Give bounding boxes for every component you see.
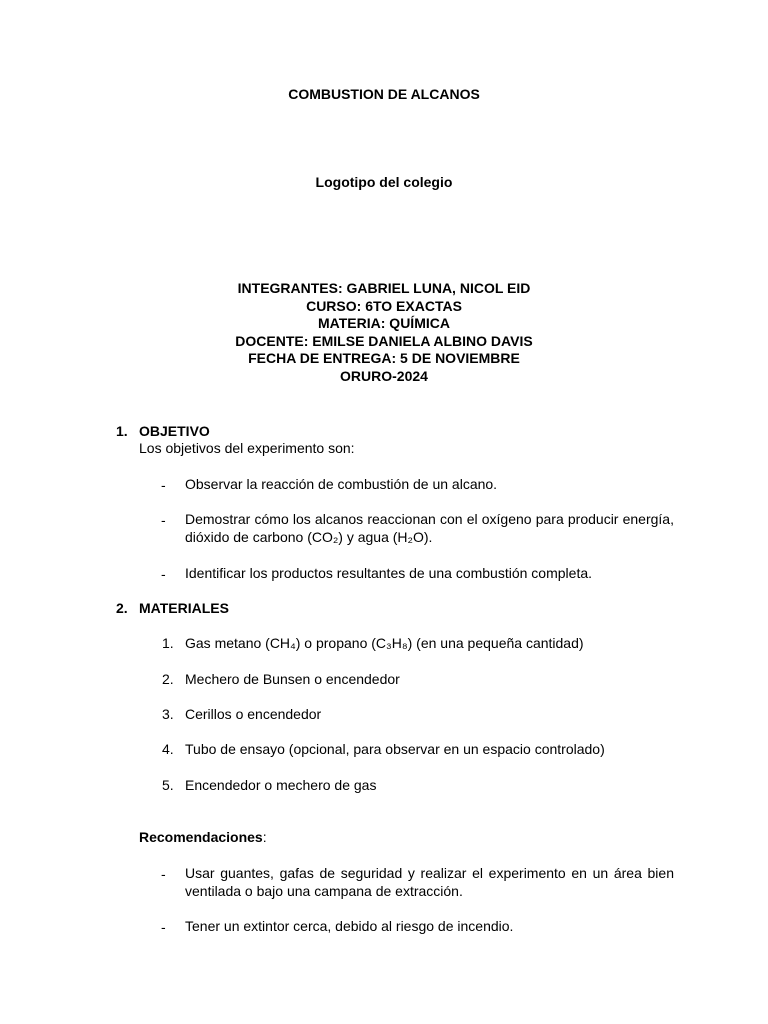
list-number: 2. [162,671,174,687]
cover-info-block [0,280,768,386]
recomendacion-bullet-1: Usar guantes, gafas de seguridad y realizar el experimento en un área bien ventilada o bajo una campana de extracción. [185,865,674,899]
info-integrantes: INTEGRANTES: GABRIEL LUNA, NICOL EID [237,280,531,296]
material-item-4: Tubo de ensayo (opcional, para observar en un espacio controlado) [185,741,605,757]
school-logo-placeholder: Logotipo del colegio [315,174,453,190]
info-curso: CURSO: 6TO EXACTAS [306,297,462,314]
recomendaciones-label: Recomendaciones [139,829,263,845]
bullet-marker: - [161,512,166,528]
bullet-marker: - [161,919,166,935]
section-heading-objetivo: OBJETIVO [139,423,210,439]
objetivo-bullet-3: Identificar los productos resultantes de una combustión completa. [185,565,593,581]
bullet-marker: - [161,866,166,882]
document-title: COMBUSTION DE ALCANOS [288,86,480,102]
recomendaciones-colon: : [262,829,267,845]
section-heading-materiales: MATERIALES [139,600,229,616]
recomendaciones-heading [139,829,267,845]
material-item-2: Mechero de Bunsen o encendedor [185,671,400,687]
list-number: 3. [162,706,174,722]
bullet-marker: - [161,477,166,493]
list-number: 5. [162,777,174,793]
info-fecha: FECHA DE ENTREGA: 5 DE NOVIEMBRE [248,350,520,367]
material-item-5: Encendedor o mechero de gas [185,777,377,793]
info-lugar: ORURO-2024 [340,367,428,384]
bullet-marker: - [161,566,166,582]
info-materia: MATERIA: QUÍMICA [318,315,450,332]
section-number-objetivo: 1. [116,423,128,439]
material-item-3: Cerillos o encendedor [185,706,322,722]
material-item-1: Gas metano (CH₄) o propano (C₃H₈) (en una pequeña cantidad) [185,635,584,651]
section-number-materiales: 2. [116,600,128,616]
info-docente: DOCENTE: EMILSE DANIELA ALBINO DAVIS [235,332,533,349]
recomendacion-bullet-2: Tener un extintor cerca, debido al riesgo de incendio. [185,918,514,934]
objetivo-bullet-2: Demostrar cómo los alcanos reaccionan con el oxígeno para producir energía, dióxido de carbono (CO₂) y agua (H₂O). [185,511,674,545]
objetivo-bullet-1: Observar la reacción de combustión de un alcano. [185,476,498,492]
list-number: 4. [162,741,174,757]
objetivo-intro: Los objetivos del experimento son: [139,440,355,456]
list-number: 1. [162,635,174,651]
